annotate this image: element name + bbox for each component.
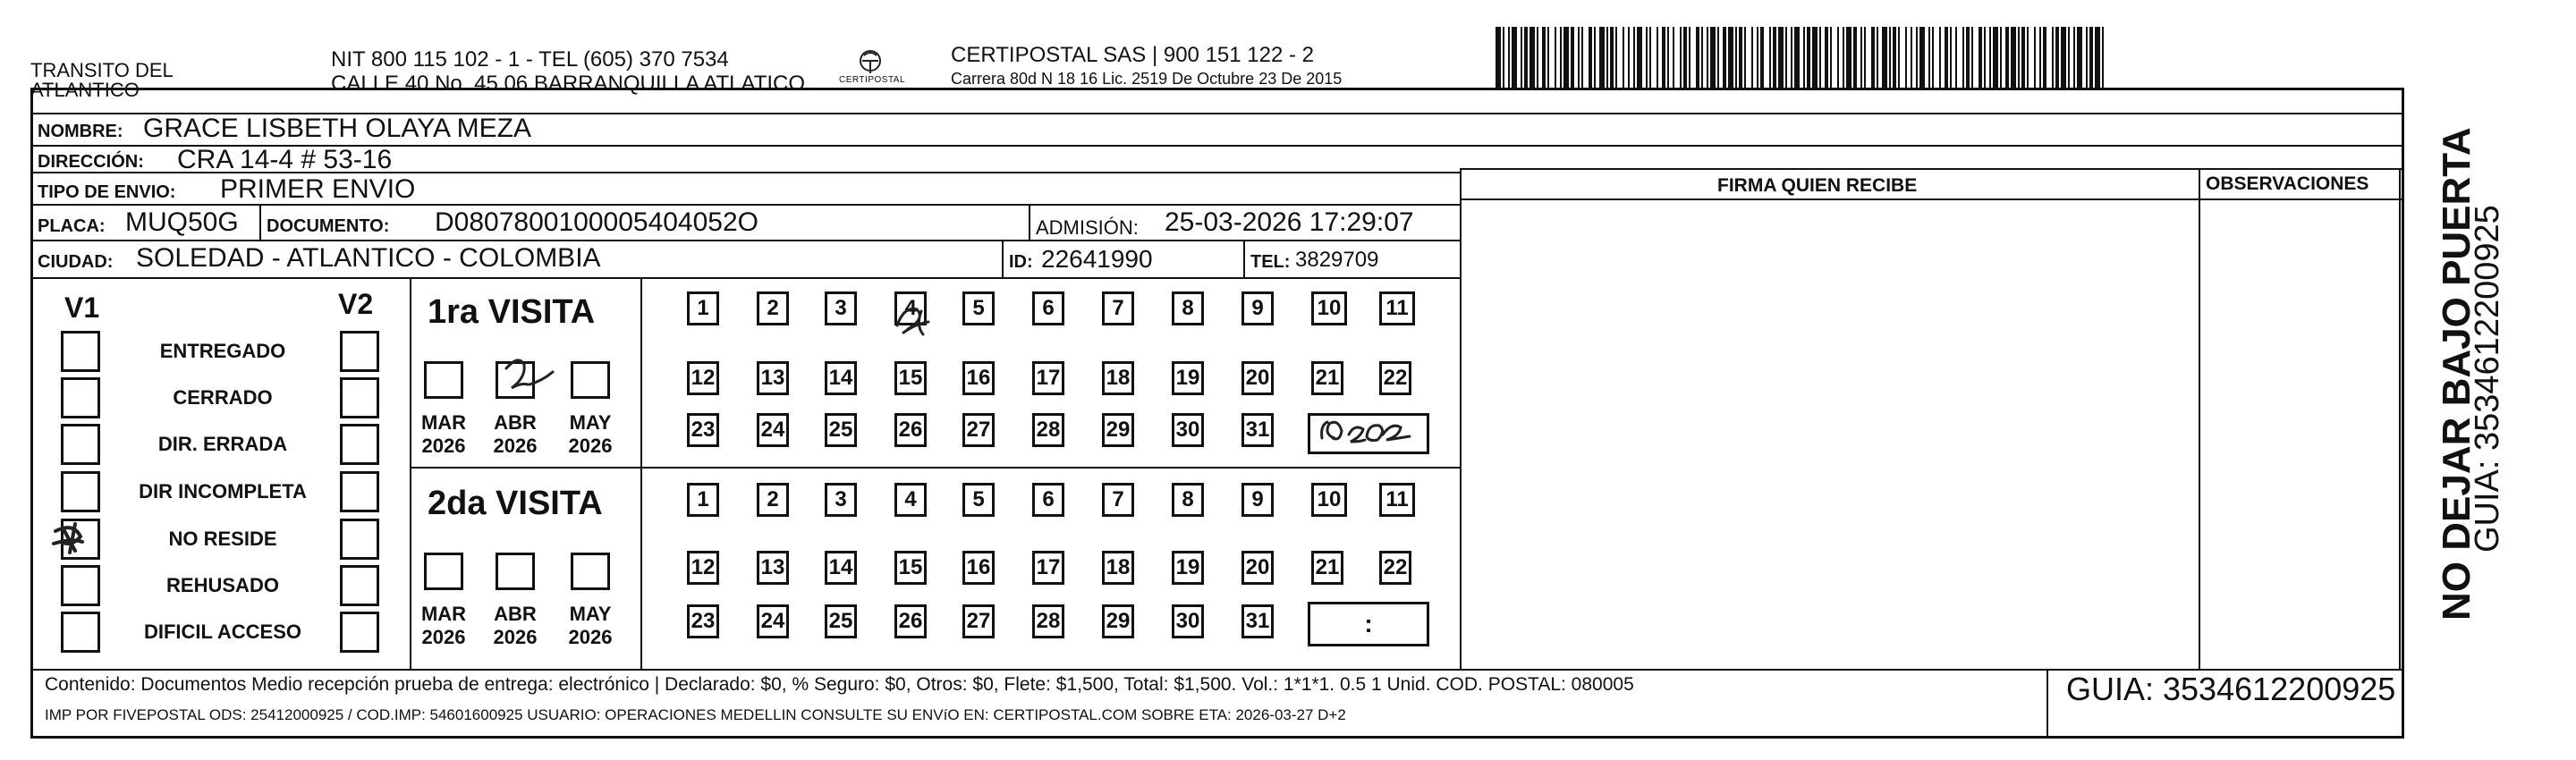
day-box-visit2[interactable]: 28 <box>1032 604 1064 638</box>
day-box-visit1[interactable]: 27 <box>962 413 995 447</box>
documento-label: DOCUMENTO: <box>267 216 390 236</box>
day-box-visit2[interactable]: 26 <box>894 604 927 638</box>
time-separator: : <box>1364 610 1373 638</box>
tipo-envio-label: TIPO DE ENVIO: <box>38 182 176 202</box>
day-box-visit2[interactable]: 14 <box>825 551 857 585</box>
month-name: MAY <box>569 411 612 434</box>
day-box-visit2[interactable]: 6 <box>1032 483 1064 517</box>
day-box-visit1[interactable]: 18 <box>1102 361 1134 395</box>
guia-footer: GUIA: 3534612200925 <box>2066 671 2396 707</box>
month-year: 2026 <box>568 626 613 648</box>
nombre-value: GRACE LISBETH OLAYA MEZA <box>143 114 532 143</box>
documento-value: D0807800100005404052O <box>435 207 759 237</box>
ciudad-value: SOLEDAD - ATLANTICO - COLOMBIA <box>136 243 601 273</box>
day-box-visit1[interactable]: 12 <box>687 361 719 395</box>
no-dejar-warning: NO DEJAR BAJO PUERTA <box>2435 127 2479 621</box>
day-box-visit1[interactable]: 4 <box>894 291 927 325</box>
day-box-visit2[interactable]: 31 <box>1241 604 1274 638</box>
day-box-visit2[interactable]: 25 <box>825 604 857 638</box>
day-box-visit1[interactable]: 30 <box>1172 413 1204 447</box>
month-year: 2026 <box>493 626 538 648</box>
day-box-visit2[interactable]: 7 <box>1102 483 1134 517</box>
day-box-visit1[interactable]: 15 <box>894 361 927 395</box>
day-box-visit1[interactable]: 5 <box>962 291 995 325</box>
day-box-visit1[interactable]: 7 <box>1102 291 1134 325</box>
month-name: ABR <box>494 603 537 625</box>
day-box-visit2[interactable]: 16 <box>962 551 995 585</box>
day-box-visit1[interactable]: 21 <box>1311 361 1343 395</box>
day-box-visit1[interactable]: 26 <box>894 413 927 447</box>
license-line: Carrera 80d N 18 16 Lic. 2519 De Octubre 23 De 2015 <box>951 70 1343 88</box>
day-box-visit2[interactable]: 15 <box>894 551 927 585</box>
month-name: MAR <box>420 411 467 434</box>
month-name: MAY <box>569 603 612 625</box>
day-box-visit2[interactable]: 18 <box>1102 551 1134 585</box>
day-box-visit1[interactable]: 31 <box>1241 413 1274 447</box>
day-box-visit1[interactable]: 19 <box>1172 361 1204 395</box>
day-box-visit2[interactable]: 10 <box>1311 483 1347 517</box>
day-box-visit2[interactable]: 9 <box>1241 483 1274 517</box>
imp-line: IMP POR FIVEPOSTAL ODS: 25412000925 / COD.IMP: 54601600925 USUARIO: OPERACIONES MEDELLIN CONSULTE SU ENVíO EN: CERTIPOSTAL.COM SOBRE ETA: 2026-03-27 D+2 <box>45 706 1346 723</box>
day-box-visit2[interactable]: 21 <box>1311 551 1343 585</box>
day-box-visit2[interactable]: 4 <box>894 483 927 517</box>
day-box-visit1[interactable]: 11 <box>1379 291 1415 325</box>
day-box-visit2[interactable]: 8 <box>1172 483 1204 517</box>
day-box-visit2[interactable]: 12 <box>687 551 719 585</box>
day-box-visit2[interactable]: 27 <box>962 604 995 638</box>
month-name: MAR <box>420 603 467 625</box>
direccion-value: CRA 14-4 # 53-16 <box>177 145 393 174</box>
day-box-visit2[interactable]: 29 <box>1102 604 1134 638</box>
nombre-label: NOMBRE: <box>38 122 123 141</box>
status-label: DIR INCOMPLETA <box>139 480 307 502</box>
observaciones-header: OBSERVACIONES <box>2206 173 2369 194</box>
day-box-visit2[interactable]: 22 <box>1379 551 1411 585</box>
month-year: 2026 <box>421 435 466 457</box>
tipo-envio-value: PRIMER ENVIO <box>220 174 416 204</box>
id-label: ID: <box>1009 252 1033 272</box>
org-name-line2: ATLANTICO <box>30 79 140 101</box>
logo-wordmark: CERTIPOSTAL <box>839 75 906 85</box>
month-name: ABR <box>494 411 537 434</box>
day-box-visit1[interactable]: 28 <box>1032 413 1064 447</box>
side-guia: GUIA: 3534612200925 <box>2469 205 2506 553</box>
id-value: 22641990 <box>1041 245 1153 273</box>
day-box-visit1[interactable]: 25 <box>825 413 857 447</box>
day-box-visit2[interactable]: 5 <box>962 483 995 517</box>
direccion-label: DIRECCIÓN: <box>38 152 144 172</box>
month-year: 2026 <box>421 626 466 648</box>
day-box-visit2[interactable]: 17 <box>1032 551 1064 585</box>
day-box-visit1[interactable]: 3 <box>825 291 857 325</box>
status-label: DIR. ERRADA <box>157 433 288 455</box>
day-box-visit1[interactable]: 14 <box>825 361 857 395</box>
day-box-visit1[interactable]: 8 <box>1172 291 1204 325</box>
visit1-title: 1ra VISITA <box>428 293 596 331</box>
address-line: CALLE 40 No. 45 06 BARRANQUILLA ATLATICO <box>331 72 806 96</box>
org-name-line1: TRANSITO DEL <box>30 59 174 81</box>
day-box-visit2[interactable]: 11 <box>1379 483 1415 517</box>
status-label: DIFICIL ACCESO <box>143 621 301 643</box>
status-label: CERRADO <box>173 386 273 409</box>
day-box-visit1[interactable]: 22 <box>1379 361 1411 395</box>
day-box-visit1[interactable]: 2 <box>757 291 789 325</box>
day-box-visit1[interactable]: 23 <box>687 413 719 447</box>
tel-label: TEL: <box>1250 252 1291 272</box>
placa-label: PLACA: <box>38 216 106 236</box>
day-box-visit1[interactable]: 1 <box>687 291 719 325</box>
firma-header: FIRMA QUIEN RECIBE <box>1717 175 1918 196</box>
day-box-visit2[interactable]: 19 <box>1172 551 1204 585</box>
day-box-visit2[interactable]: 3 <box>825 483 857 517</box>
day-box-visit2[interactable]: 1 <box>687 483 719 517</box>
day-box-visit2[interactable]: 13 <box>757 551 789 585</box>
day-box-visit2[interactable]: 24 <box>757 604 789 638</box>
visit2-title: 2da VISITA <box>428 485 603 522</box>
day-box-visit1[interactable]: 13 <box>757 361 789 395</box>
status-label: ENTREGADO <box>159 340 286 362</box>
v1-label: V1 <box>64 291 100 324</box>
admision-value: 25-03-2026 17:29:07 <box>1165 207 1414 237</box>
nit-line: NIT 800 115 102 - 1 - TEL (605) 370 7534 <box>331 47 729 72</box>
placa-value: MUQ50G <box>125 207 239 237</box>
month-year: 2026 <box>493 435 538 457</box>
day-box-visit1[interactable]: 29 <box>1102 413 1134 447</box>
ciudad-label: CIUDAD: <box>38 252 114 272</box>
day-box-visit2[interactable]: 20 <box>1241 551 1274 585</box>
status-label: NO RESIDE <box>168 528 277 550</box>
contenido-line: Contenido: Documentos Medio recepción prueba de entrega: electrónico | Declarado: $0, % Seguro: $0, Otros: $0, Flete: $1,500, Total: $1,500. Vol.: 1*1*1. 0.5 1 Unid. COD. POSTAL: 080005 <box>45 674 1634 695</box>
tel-value: 3829709 <box>1295 248 1379 272</box>
day-box-visit1[interactable]: 10 <box>1311 291 1347 325</box>
day-box-visit1[interactable]: 17 <box>1032 361 1064 395</box>
day-box-visit2[interactable]: 30 <box>1172 604 1204 638</box>
day-box-visit2[interactable]: 23 <box>687 604 719 638</box>
day-box-visit2[interactable]: 2 <box>757 483 789 517</box>
day-box-visit1[interactable]: 20 <box>1241 361 1274 395</box>
status-label: REHUSADO <box>166 574 279 596</box>
day-box-visit1[interactable]: 9 <box>1241 291 1274 325</box>
day-box-visit1[interactable]: 24 <box>757 413 789 447</box>
month-year: 2026 <box>568 435 613 457</box>
day-box-visit1[interactable]: 6 <box>1032 291 1064 325</box>
v2-label: V2 <box>338 288 374 320</box>
day-box-visit1[interactable]: 16 <box>962 361 995 395</box>
admision-label: ADMISIÓN: <box>1036 216 1139 239</box>
company-line: CERTIPOSTAL SAS | 900 151 122 - 2 <box>951 43 1314 67</box>
